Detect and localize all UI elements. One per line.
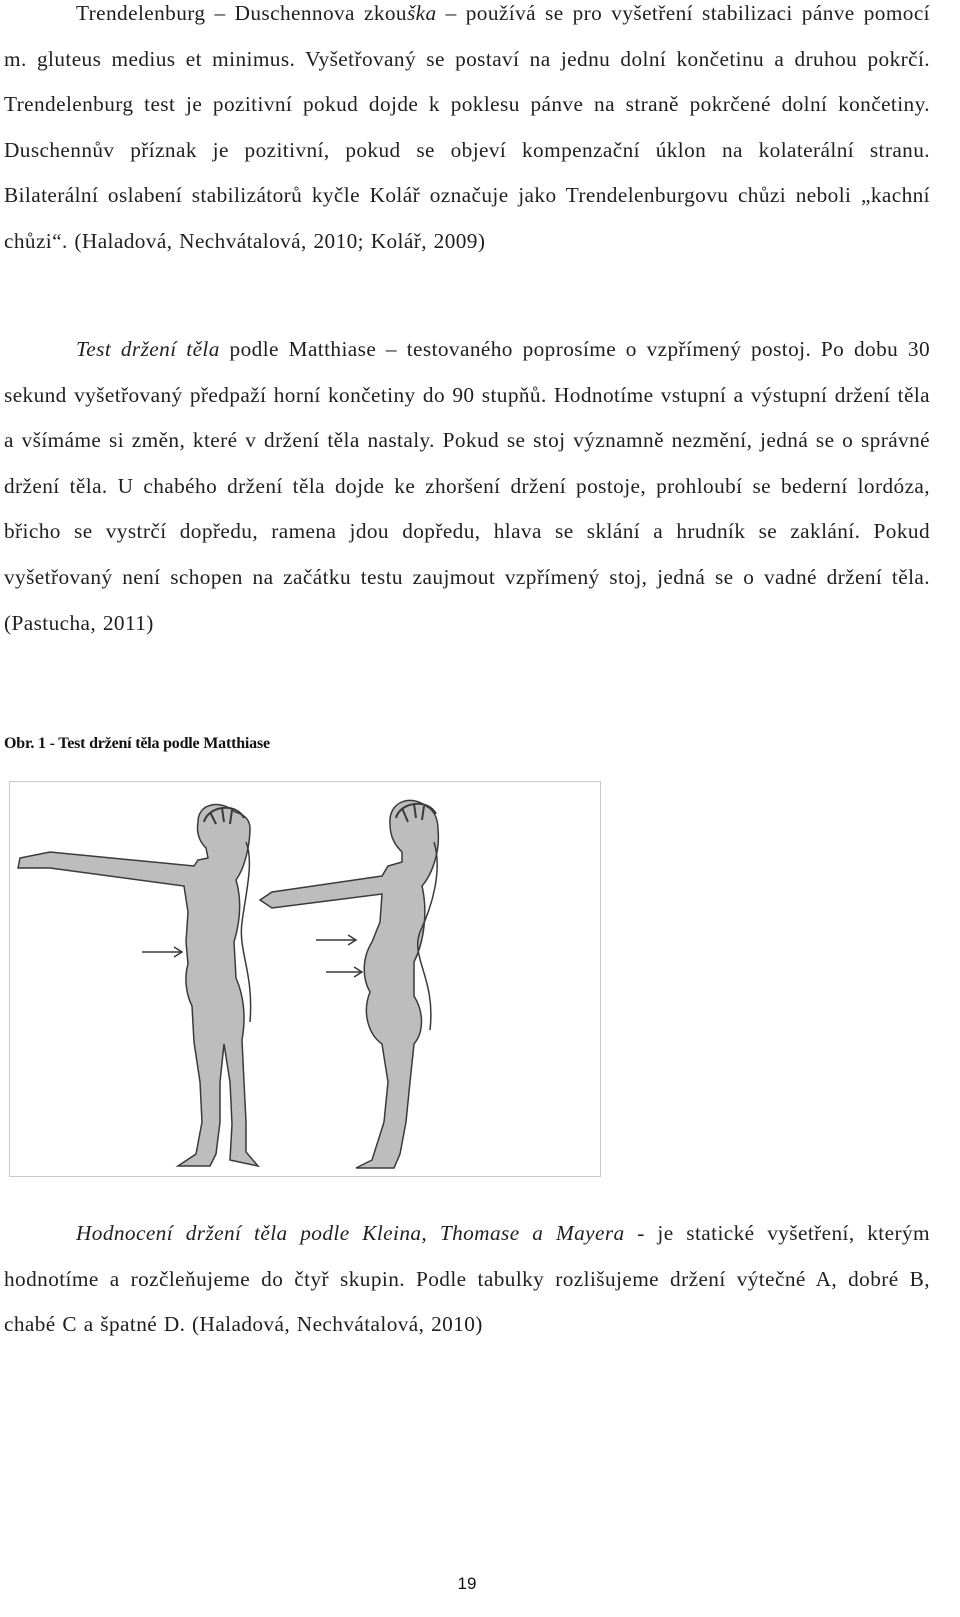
slouched-arrow (316, 935, 356, 945)
paragraph-klein-thomas-mayer-text: je statické vyšetření, kterým hodnotíme a rozčleňujeme do čtyř skupin. Podle tabulky rozlišujeme držení výtečné A, dobré B, chabé C a špatné D. (Haladová, Nechvátalová, 2010) (4, 1221, 930, 1337)
trendelenburg-term: Trendelenburg – Duschennova zkou (76, 1, 407, 25)
page-number: 19 (457, 1574, 477, 1593)
paragraph-trendelenburg-text: – používá se pro vyšetření stabilizaci pánve pomocí m. gluteus medius et minimus. Vyšetřovaný se postaví na jednu dolní končetinu a druhou pokrčí. Trendelenburg test je pozitivní pokud dojde k poklesu pánve na straně pokrčené dolní končetiny. Duschennův příznak je pozitivní, pokud se objeví kompenzační úklon na kolaterální stranu. Bilaterální oslabení stabilizátorů kyčle Kolář označuje jako Trendelenburgovu chůzi neboli „kachní chůzi“. (Haladová, Nechvátalová, 2010; Kolář, 2009) (4, 1, 930, 253)
paragraph-matthias-test-text: podle Matthiase – testovaného poprosíme o vzpřímený postoj. Po dobu 30 sekund vyšetřovaný předpaží horní končetiny do 90 stupňů. Hodnotíme vstupní a výstupní držení těla a všímáme si změn, které v držení těla nastaly. Pokud se stoj významně nezmění, jedná se o správné držení těla. U chabého držení těla dojde ke zhoršení držení postoje, prohloubí se bederní lordóza, břicho se vystrčí dopředu, ramena jdou dopředu, hlava se sklání a hrudník se zaklání. Pokud vyšetřovaný není schopen na začátku testu zaujmout vzpřímený stoj, jedná se o vadné držení těla. (Pastucha, 2011) (4, 337, 930, 635)
klein-thomas-mayer-term: Hodnocení držení těla podle Kleina, Thomase a Mayera - (76, 1221, 645, 1245)
matthias-test-term: Test držení těla (76, 337, 220, 361)
posture-illustration-svg (10, 782, 600, 1176)
figure-caption: Obr. 1 - Test držení těla podle Matthiase (4, 735, 270, 752)
upright-arrow (142, 947, 182, 957)
paragraph-klein-thomas-mayer (4, 1211, 930, 1348)
slouched-figure-body (260, 800, 438, 1168)
figure-upright-posture (18, 805, 258, 1166)
figure-posture-illustration (9, 781, 601, 1177)
paragraph-matthias-test (4, 327, 930, 646)
slouched-lordosis-arrow (326, 967, 362, 977)
upright-figure-body (18, 805, 258, 1166)
trendelenburg-term-italic: ška (406, 1, 437, 25)
paragraph-trendelenburg (4, 0, 930, 265)
figure-slouched-posture (260, 800, 438, 1168)
